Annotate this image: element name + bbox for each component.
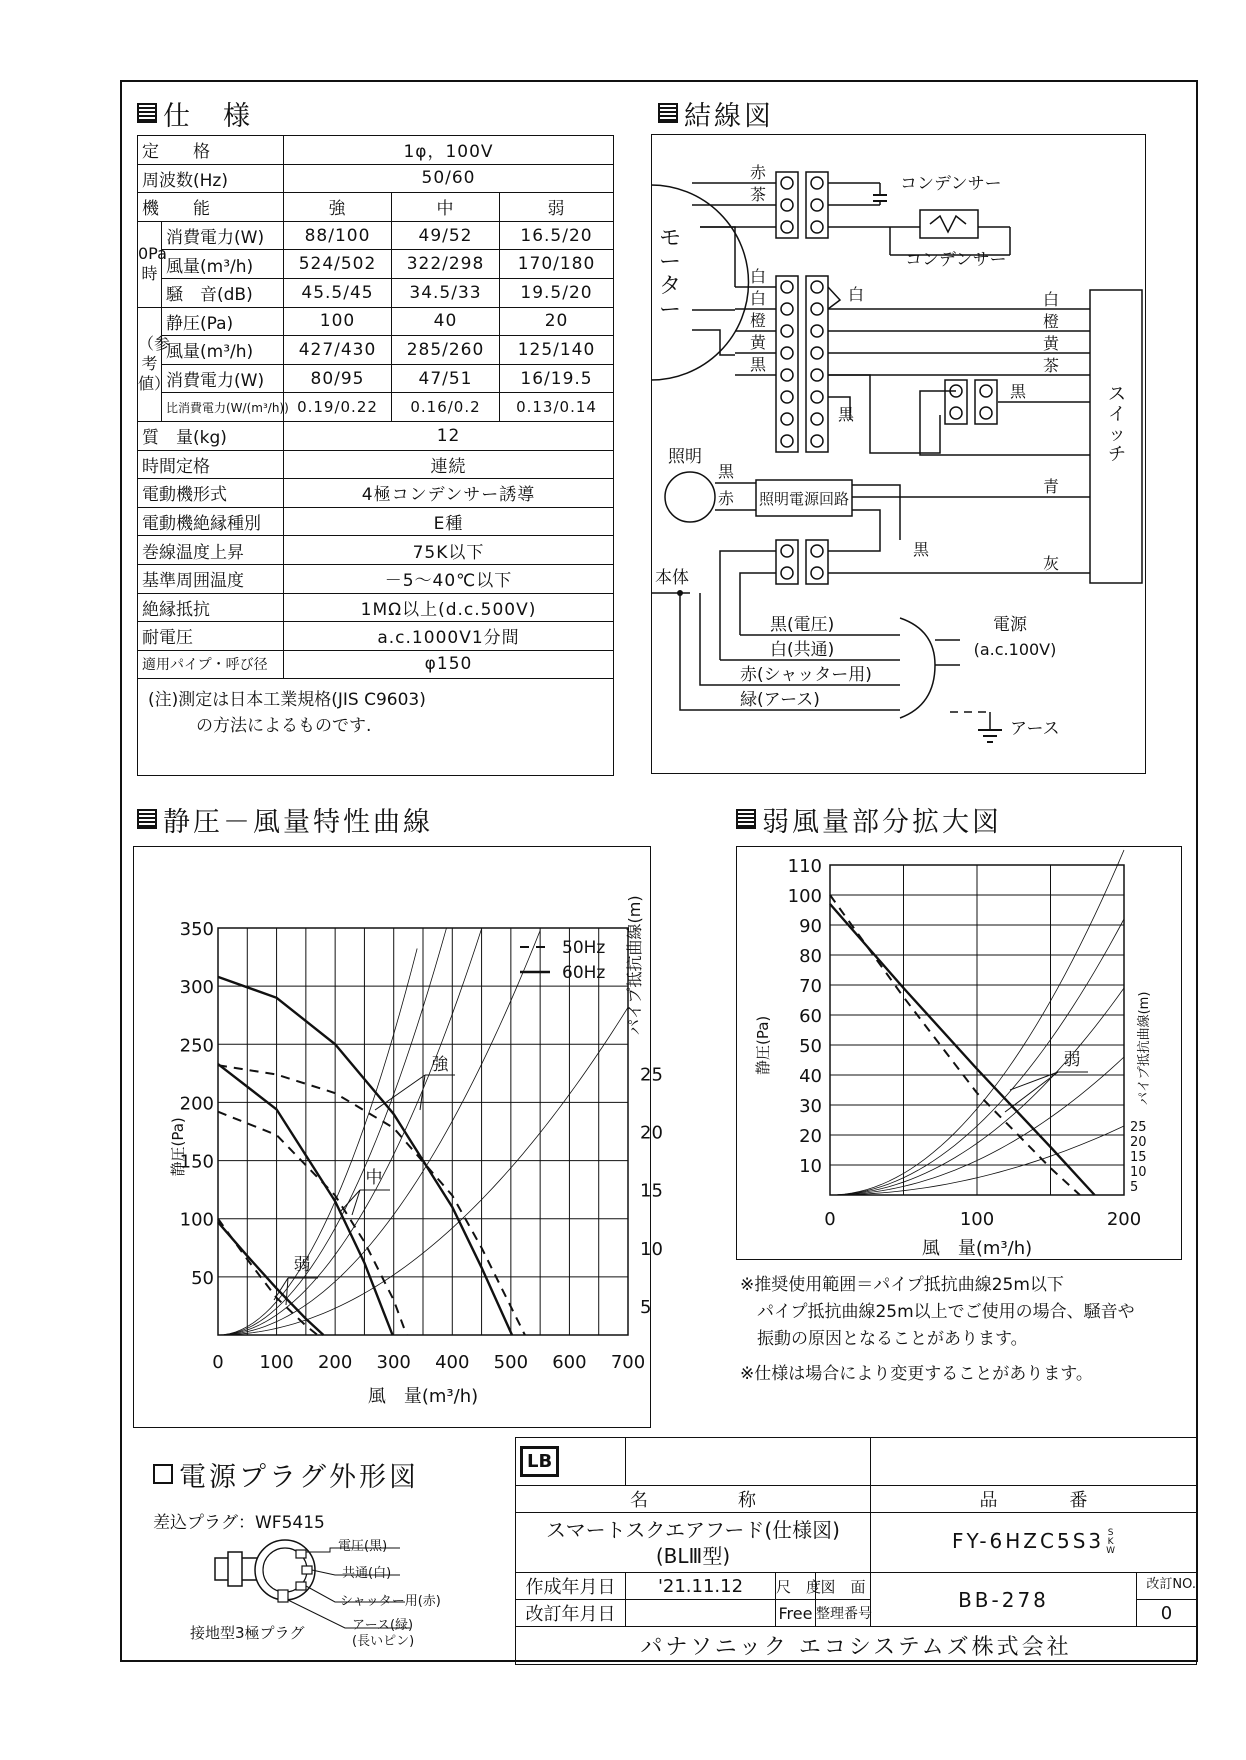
tb-drawing-no: BB-278 [871, 1573, 1137, 1627]
y-tick-label: 50 [799, 1036, 822, 1057]
spec-value: 12 [284, 421, 614, 450]
tb-name-header: 名 称 [516, 1486, 871, 1513]
wire-color-black: 黒 [750, 355, 767, 374]
wire-color-white: 白 [848, 285, 865, 304]
plug-pin [296, 1550, 306, 1558]
pipe-tick-label: 15 [640, 1180, 663, 1202]
tb-rev-no: 0 [1137, 1600, 1197, 1627]
spec-value: 連続 [284, 450, 614, 479]
wire-color-black: 黒 [913, 540, 930, 559]
plug-pin [302, 1566, 312, 1574]
tb-model [871, 1513, 1197, 1573]
spec-value: 16.5/20 [500, 221, 614, 250]
tb-company: パナソニック エコシステムズ株式会社 [516, 1627, 1197, 1665]
y-tick-label: 70 [799, 976, 822, 997]
y-tick-label: 80 [799, 946, 822, 967]
spec-value: －5～40℃以下 [284, 564, 614, 593]
wire-color-gray: 灰 [1043, 554, 1060, 573]
y-tick-label: 20 [799, 1126, 822, 1147]
wire-color-blue: 青 [1043, 477, 1060, 496]
spec-label: 機 能 [138, 193, 284, 222]
spec-label: 消費電力(W) [162, 364, 284, 393]
y-tick-label: 90 [799, 916, 822, 937]
wire-color-brown: 茶 [1043, 356, 1060, 375]
spec-label: 消費電力(W) [162, 221, 284, 250]
pipe-tick-label: 10 [1130, 1165, 1147, 1180]
wire-color-black: 黒 [838, 405, 855, 424]
plug-shutter-label: シャッター用(赤) [340, 1594, 441, 1609]
y-tick-label: 100 [787, 886, 822, 907]
spec-note-line1: (注)測定は日本工業規格(JIS C9603) [148, 690, 426, 711]
spec-value: 80/95 [284, 364, 392, 393]
vertical-char: ー [658, 250, 682, 275]
spec-value: 75K以下 [284, 536, 614, 565]
spec-value: E種 [284, 507, 614, 536]
tb-created: '21.11.12 [626, 1573, 776, 1600]
spec-group-0pa: 0Pa時 [138, 221, 162, 307]
legend-60hz-label: 60Hz [562, 963, 606, 983]
pipe-tick-label: 5 [640, 1296, 652, 1318]
spec-head-weak: 弱 [500, 193, 614, 222]
spec-label: 電動機絶縁種別 [138, 507, 284, 536]
cord-red-label: 赤(シャッター用) [740, 665, 872, 685]
plug-voltage-label: 電圧(黒) [338, 1539, 388, 1554]
label-strong: 強 [431, 1055, 449, 1075]
spec-head-strong: 強 [284, 193, 392, 222]
pipe-tick-label: 5 [1130, 1180, 1139, 1195]
wire-color-red: 赤 [718, 489, 735, 508]
spec-value: 125/140 [500, 336, 614, 365]
x-tick-label: 100 [959, 1209, 995, 1230]
legend-50hz-label: 50Hz [562, 938, 606, 958]
x-axis-label: 風 量(m³/h) [921, 1238, 1033, 1259]
wire-color-white: 白 [1043, 290, 1060, 309]
spec-value: 170/180 [500, 250, 614, 279]
tb-scale: Free [776, 1600, 816, 1627]
capacitor1-label: コンデンサー [900, 174, 1002, 194]
pipe-tick-label: 20 [1130, 1135, 1147, 1150]
spec-label: 周波数(Hz) [138, 164, 284, 193]
spec-value: φ150 [284, 650, 614, 679]
vertical-char: イ [1108, 404, 1126, 425]
vertical-char: ッ [1108, 424, 1126, 445]
y-tick-label: 110 [787, 856, 822, 877]
plug-earth-pin [278, 1590, 288, 1602]
tb-created-label: 作成年月日 [516, 1573, 626, 1600]
spec-label: 時間定格 [138, 450, 284, 479]
x-tick-label: 200 [317, 1352, 353, 1373]
spec-value: 4極コンデンサー誘導 [284, 479, 614, 508]
y2-axis-label: パイプ抵抗曲線(m) [1137, 991, 1152, 1105]
plug-common-label: 共通(白) [342, 1566, 392, 1581]
plug-strain-relief [228, 1552, 242, 1586]
wire-color-black: 黒 [1010, 382, 1027, 401]
spec-head-mid: 中 [392, 193, 500, 222]
spec-value: 49/52 [392, 221, 500, 250]
spec-value: 88/100 [284, 221, 392, 250]
spec-label: 電動機形式 [138, 479, 284, 508]
cord-green-label: 緑(アース) [740, 690, 820, 710]
x-tick-label: 0 [212, 1352, 224, 1373]
spec-value: 0.19/0.22 [284, 393, 392, 422]
spec-value: 1MΩ以上(d.c.500V) [284, 593, 614, 622]
wiring-title: 結線図 [658, 94, 774, 133]
wire-color-orange: 橙 [750, 311, 767, 330]
tb-blank [871, 1438, 1197, 1486]
wire-color-black: 黒 [718, 462, 735, 481]
tb-revised-label: 改訂年月日 [516, 1600, 626, 1627]
x-tick-label: 0 [824, 1209, 836, 1230]
y-tick-label: 30 [799, 1096, 822, 1117]
tb-product-line2: (BLⅢ型) [655, 1543, 731, 1568]
pipe-tick-label: 20 [640, 1122, 663, 1144]
tb-revised [626, 1600, 776, 1627]
wire-color-yellow: 黄 [1043, 334, 1060, 353]
tb-rev-label: 改訂NO. [1137, 1573, 1197, 1600]
body-label: 本体 [655, 568, 689, 588]
pipe-tick-label: 25 [1130, 1120, 1147, 1135]
spec-value: 285/260 [392, 336, 500, 365]
tb-drawing-label: 図 面 [816, 1573, 871, 1600]
spec-value: 34.5/33 [392, 278, 500, 307]
plug-name: 接地型3極プラグ [190, 1624, 305, 1642]
y-tick-label: 200 [179, 1093, 214, 1115]
spec-label: 静圧(Pa) [162, 307, 284, 336]
wire-color-red: 赤 [750, 163, 767, 182]
spec-value: 524/502 [284, 250, 392, 279]
note-line: ※推奨使用範囲＝パイプ抵抗曲線25m以下 [740, 1275, 1064, 1295]
x-axis-label: 風 量(m³/h) [367, 1386, 479, 1407]
spec-value: 16/19.5 [500, 364, 614, 393]
model-suffix: K [1107, 1537, 1114, 1547]
lb-logo: LB [520, 1446, 559, 1477]
spec-label: 適用パイプ・呼び径 [138, 650, 284, 679]
y-tick-label: 250 [179, 1035, 214, 1057]
label-weak: 弱 [1063, 1050, 1081, 1070]
spec-value: 45.5/45 [284, 278, 392, 307]
x-tick-label: 600 [552, 1352, 587, 1373]
plug-type: 差込プラグ：WF5415 [153, 1513, 325, 1533]
x-tick-label: 100 [259, 1352, 294, 1373]
plug-longpin-label: (長いピン) [352, 1634, 415, 1649]
wire-color-brown: 茶 [750, 185, 767, 204]
spec-value: 427/430 [284, 336, 392, 365]
spec-label: 耐電圧 [138, 622, 284, 651]
spec-title: 仕 様 [137, 94, 253, 133]
wire-color-orange: 橙 [1043, 312, 1060, 331]
y-tick-label: 100 [179, 1209, 214, 1231]
model-suffix: S [1107, 1528, 1114, 1538]
spec-value: 40 [392, 307, 500, 336]
logo-cell [516, 1438, 626, 1486]
plug-title: 電源プラグ外形図 [153, 1455, 419, 1494]
spec-value: 50/60 [284, 164, 614, 193]
vertical-char: チ [1108, 444, 1126, 465]
model-number: FY-6HZC5S3 [951, 1529, 1105, 1553]
spec-note-line2: の方法によるものです. [196, 716, 372, 737]
spec-label: 比消費電力(W/(m³/h)) [162, 393, 284, 422]
spec-value: a.c.1000V1分間 [284, 622, 614, 651]
spec-group-ref: （参考値） [138, 307, 162, 421]
spec-value: 322/298 [392, 250, 500, 279]
spec-value: 100 [284, 307, 392, 336]
spec-value: 20 [500, 307, 614, 336]
plug-earth-label: アース(緑) [352, 1618, 414, 1633]
note-line: 振動の原因となることがあります。 [757, 1329, 1028, 1349]
spec-label: 絶縁抵抗 [138, 593, 284, 622]
spec-value: 0.13/0.14 [500, 393, 614, 422]
tb-scale-label: 尺 度 [776, 1573, 816, 1600]
x-tick-label: 400 [435, 1352, 470, 1373]
y-tick-label: 350 [179, 919, 214, 940]
wire-color-white: 白 [750, 267, 767, 286]
spec-label: 巻線温度上昇 [138, 536, 284, 565]
zoom-title: 弱風量部分拡大図 [736, 800, 1002, 839]
spec-label: 質 量(kg) [138, 421, 284, 450]
spec-label: 定 格 [138, 136, 284, 165]
curve-title: 静圧－風量特性曲線 [137, 800, 433, 839]
label-mid: 中 [365, 1168, 383, 1188]
wire-color-white: 白 [750, 289, 767, 308]
spec-value: 0.16/0.2 [392, 393, 500, 422]
x-tick-label: 200 [1106, 1209, 1142, 1230]
tb-product-line1: スマートスクエアフード(仕様図) [545, 1517, 840, 1542]
y-tick-label: 40 [799, 1066, 822, 1087]
tb-ref-label: 整理番号 [816, 1600, 871, 1627]
y-tick-label: 10 [799, 1156, 822, 1177]
power-voltage: (a.c.100V) [973, 640, 1057, 659]
x-tick-label: 700 [610, 1352, 646, 1373]
light-label: 照明 [668, 447, 702, 467]
vertical-char: ス [1108, 384, 1126, 405]
vertical-char: モ [658, 226, 682, 251]
note-line: パイプ抵抗曲線25m以上でご使用の場合、騒音や [757, 1302, 1135, 1322]
y-axis-label: 静圧(Pa) [169, 1117, 187, 1177]
spec-value: 1φ，100V [284, 136, 614, 165]
vertical-char: ー [658, 298, 682, 323]
y2-axis-label: パイプ抵抗曲線(m) [625, 895, 644, 1035]
vertical-char: タ [658, 274, 682, 299]
y-tick-label: 50 [191, 1267, 214, 1289]
spec-label: 風量(m³/h) [162, 250, 284, 279]
spec-label: 風量(m³/h) [162, 336, 284, 365]
title-block [515, 1437, 1197, 1665]
x-tick-label: 300 [376, 1352, 411, 1373]
light-circuit-label: 照明電源回路 [758, 490, 850, 508]
label-weak: 弱 [293, 1255, 311, 1275]
cord-white-label: 白(共通) [770, 640, 835, 660]
pipe-tick-label: 15 [1130, 1150, 1147, 1165]
plug-pin [296, 1582, 306, 1590]
tb-product [516, 1513, 871, 1573]
pipe-tick-label: 10 [640, 1238, 663, 1260]
y-tick-label: 60 [799, 1006, 822, 1027]
power-label: 電源 [993, 615, 1027, 635]
x-tick-label: 500 [493, 1352, 529, 1373]
spec-value: 47/51 [392, 364, 500, 393]
spec-label: 基準周囲温度 [138, 564, 284, 593]
earth-label: アース [1010, 719, 1060, 739]
capacitor2-label: コンデンサー [905, 250, 1007, 270]
spec-label: 騒 音(dB) [162, 278, 284, 307]
y-axis-label: 静圧(Pa) [754, 1015, 772, 1075]
model-suffix: W [1106, 1546, 1116, 1556]
tb-number-header: 品 番 [871, 1486, 1197, 1513]
cord-black-label: 黒(電圧) [770, 615, 835, 635]
wire-color-yellow: 黄 [750, 333, 767, 352]
y-tick-label: 150 [179, 1151, 214, 1173]
y-tick-label: 300 [179, 977, 214, 999]
pipe-tick-label: 25 [640, 1064, 663, 1086]
tb-blank [626, 1438, 871, 1486]
note-line: ※仕様は場合により変更することがあります。 [740, 1364, 1093, 1384]
spec-value: 19.5/20 [500, 278, 614, 307]
